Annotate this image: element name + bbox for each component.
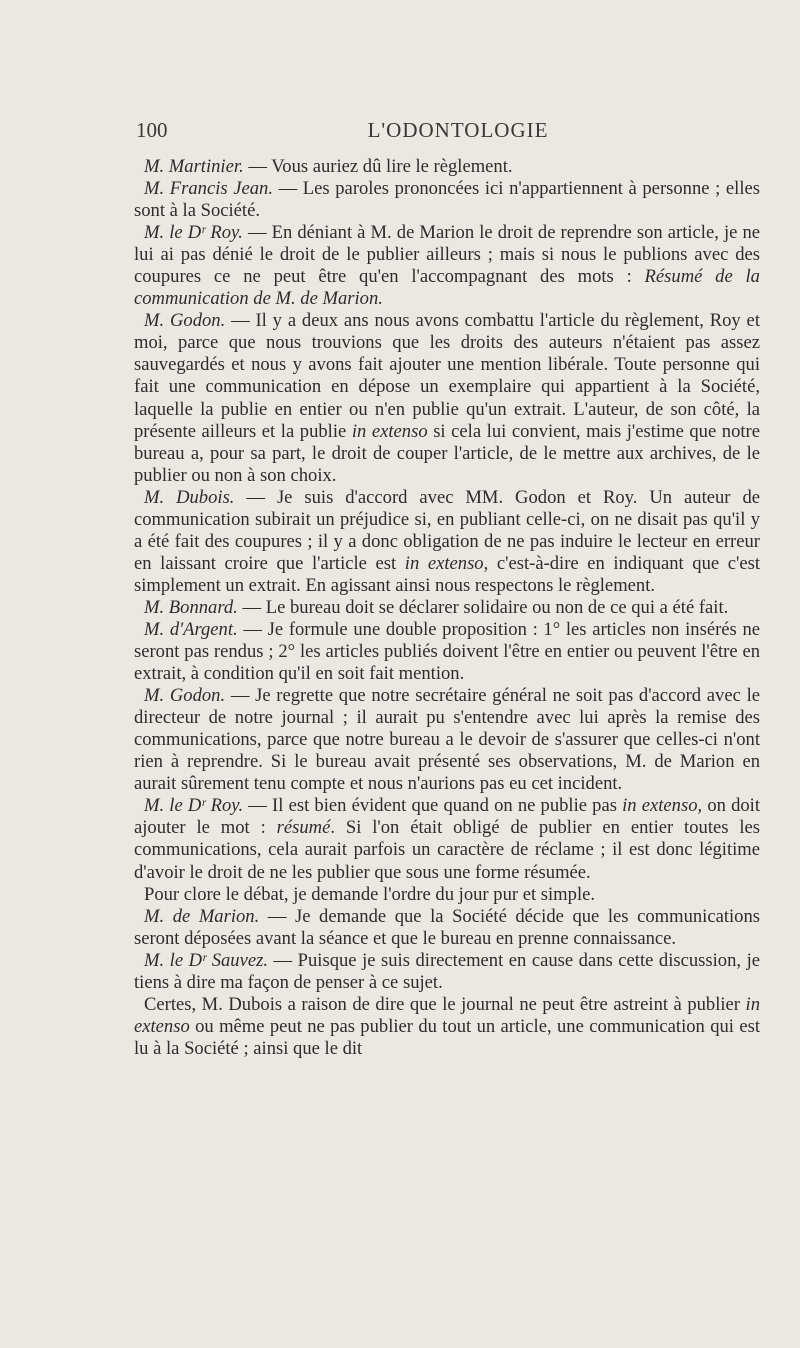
paragraph — [134, 619, 760, 685]
paragraph — [134, 178, 760, 222]
body-text — [134, 156, 760, 1060]
paragraph-text: — Les paroles prononcées ici n'appartiennent à personne ; elles sont à la Société. — [134, 178, 760, 222]
speaker-name: M. Godon. — [144, 310, 226, 332]
paragraph — [134, 994, 760, 1060]
paragraph — [134, 795, 760, 883]
speaker-name: M. Godon. — [144, 685, 226, 707]
paragraph-text: , c'est-à-dire en indiquant que c'est simplement un extrait. En agissant ainsi nous respectons le règlement. — [134, 552, 760, 596]
paragraph — [134, 222, 760, 310]
speaker-name: M. Dubois. — [144, 486, 235, 508]
paragraph-text: Pour clore le débat, je demande l'ordre du jour pur et simple. — [144, 883, 596, 905]
paragraph-text: — En déniant à M. de Marion le droit de reprendre son article, je ne lui ai pas dénié le droit de le publier ailleurs ; mais si nous le publions avec des coupures ce ne peut être qu'en l'accompagnant des mots : — [134, 222, 760, 288]
paragraph-text: — Puisque je suis directement en cause dans cette discussion, je tiens à dire ma façon de penser à ce sujet. — [134, 949, 760, 993]
italic-phrase: in extenso — [134, 993, 760, 1037]
paragraph-text: . Si l'on était obligé de publier en entier toutes les communications, cela aurait parfois un caractère de réclame ; il est donc légitime d'avoir le droit de ne les publier que sous une forme résumée. — [134, 817, 760, 883]
paragraph — [134, 950, 760, 994]
paragraph — [134, 906, 760, 950]
italic-phrase: résumé — [276, 817, 331, 839]
paragraph-text: , on doit ajouter le mot : — [134, 795, 761, 839]
paragraph-text: — Je demande que la Société décide que les communications seront déposées avant la séance et que le bureau en prenne connaissance. — [134, 905, 760, 949]
speaker-name: M. le Dʳ Sauvez. — [144, 949, 268, 971]
paragraph-text: — Le bureau doit se déclarer solidaire ou non de ce qui a été fait. — [237, 596, 729, 618]
speaker-name: M. de Marion. — [144, 905, 260, 927]
speaker-name: M. Francis Jean. — [144, 178, 273, 200]
paragraph-text: — Je regrette que notre secrétaire général ne soit pas d'accord avec le directeur de notre journal ; il aurait pu s'entendre avec lui après la remise des communications, parce que notre bureau a le devoir de s'assurer que celles-ci n'ont rien à reprendre. Si le bureau avait présenté ses observations, M. de Marion en aurait sûrement tenu compte et nous n'aurions pas eu cet incident. — [134, 685, 760, 795]
page-number: 100 — [136, 118, 168, 142]
speaker-name: M. d'Argent. — [144, 618, 238, 640]
paragraph-text: si cela lui convient, mais j'estime que notre bureau a, pour sa part, le droit de couper l'article, de le mettre aux archives, de le publier ou non à son choix. — [134, 420, 761, 486]
italic-phrase: Résumé de la communication de M. de Marion. — [134, 266, 760, 310]
page-header — [136, 118, 760, 146]
paragraph-text: ou même peut ne pas publier du tout un article, une communication qui est lu à la Société ; ainsi que le dit — [134, 1015, 760, 1059]
paragraph-text: — Je formule une double proposition : 1° les articles non insérés ne seront pas rendus ; 2° les articles publiés doivent l'être en entier ou peuvent l'être en extrait, à condition qu'il en soit fait mention. — [134, 618, 761, 685]
speaker-name: M. Martinier. — [144, 156, 244, 177]
italic-phrase: in extenso — [351, 420, 428, 442]
paragraph — [134, 884, 760, 906]
paragraph — [134, 156, 760, 178]
speaker-name: M. Bonnard. — [144, 596, 238, 618]
paragraph — [134, 597, 760, 619]
paragraph — [134, 685, 760, 795]
italic-phrase: in extenso — [622, 795, 698, 817]
paragraph-text: Certes, M. Dubois a raison de dire que le journal ne peut être astreint à publier — [144, 993, 746, 1015]
paragraph-text: — Vous auriez dû lire le règlement. — [243, 156, 513, 177]
paragraph — [134, 310, 760, 486]
speaker-name: M. le Dʳ Roy. — [144, 222, 243, 244]
speaker-name: M. le Dʳ Roy. — [144, 795, 244, 817]
paragraph-text: — Il est bien évident que quand on ne publie pas — [243, 795, 623, 817]
running-title: L'ODONTOLOGIE — [367, 118, 549, 142]
paragraph — [134, 487, 760, 597]
paragraph-text: — Je suis d'accord avec MM. Godon et Roy. Un auteur de communication subirait un préjudice si, en publiant celle-ci, on ne disait pas qu'il y a été fait des coupures ; il y a donc obligation de ne pas induire le lecteur en erreur en laissant croire que l'article est — [134, 486, 760, 574]
paragraph-text: — Il y a deux ans nous avons combattu l'article du règlement, Roy et moi, parce que nous trouvions que les droits des auteurs n'étaient pas assez sauvegardés et nous y avons fait ajouter une mention libérale. Toute personne qui fait une communication en dépose un exemplaire qui appartient à la Société, laquelle la publie en entier ou n'en publie qu'un extrait. L'auteur, de son côté, la présente ailleurs et la publie — [134, 310, 760, 442]
italic-phrase: in extenso — [404, 552, 484, 574]
